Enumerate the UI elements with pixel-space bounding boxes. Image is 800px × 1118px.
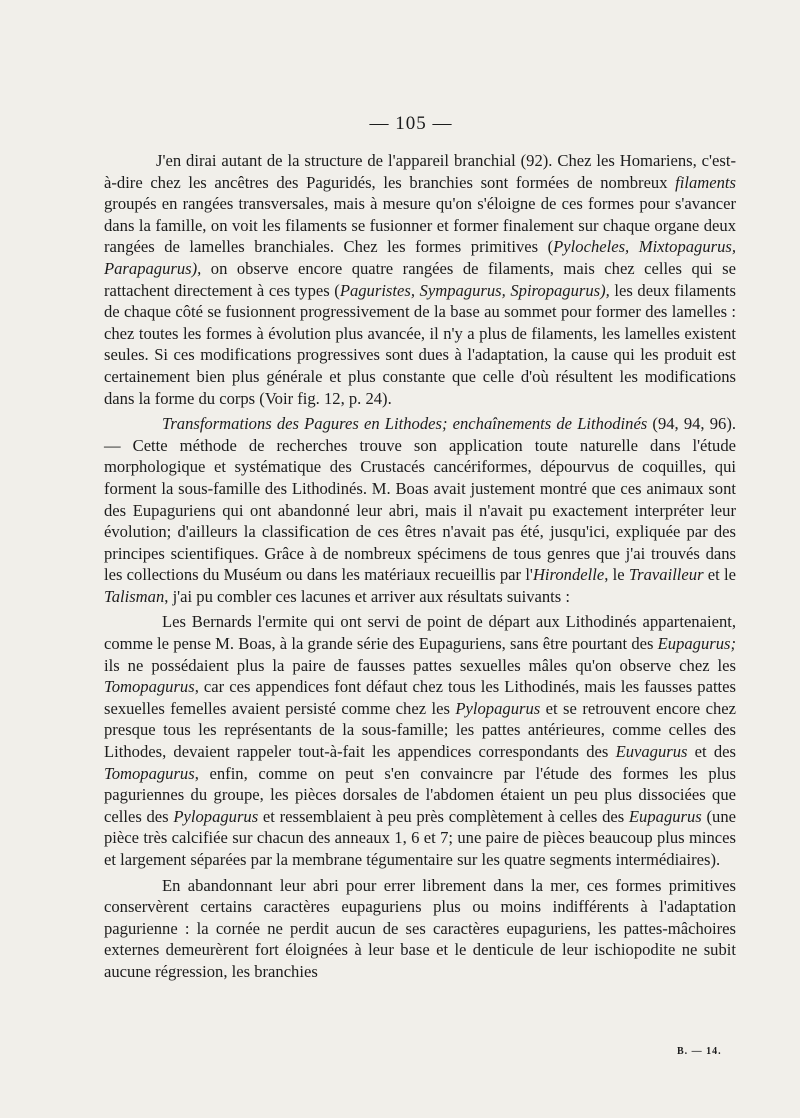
italic-run: Tomopagurus <box>104 763 195 783</box>
text-run: on observe encore quatre rangées de filaments, mais chez celles qui se rattachent directement à ces types ( <box>104 258 736 300</box>
paragraph-abandon <box>104 875 736 983</box>
text-run: ils ne possédaient plus la paire de fausses pattes sexuelles mâles qu'on observe chez les <box>104 655 736 675</box>
text-run: Les Bernards l'ermite qui ont servi de point de départ aux Lithodinés appartenaient, comme le pense M. Boas, à la grande série des Eupaguriens, sans être pourtant des <box>104 612 736 654</box>
paragraph-branchial <box>104 150 736 409</box>
paragraph-bernards <box>104 611 736 870</box>
text-run: et ressemblaient à peu près complètement à celles des <box>258 806 629 826</box>
text-run: les deux filaments de chaque côté se fusionnent progressivement de la base au sommet pour former des lamelles : chez toutes les formes à évolution plus avancée, il n'y a plus de filaments, les lamelles existent seules. Si ces modifications progressives sont dues à l'adaptation, la cause qui les produit est certainement bien plus générale et plus constante que celle d'où résultent les modifications dans la forme du corps (Voir fig. 12, p. 24). <box>104 280 736 408</box>
text-run: En abandonnant leur abri pour errer librement dans la mer, ces formes primitives conservèrent certains caractères eupaguriens plus ou moins indifférents à l'adaptation pagurienne : la cornée ne perdit aucun de ses caractères eupaguriens, les pattes-mâchoires externes demeurèrent fort éloignées à leur base et le denticule de leur ischiopodite ne subit aucune régression, les branchies <box>104 875 736 981</box>
italic-run: Pylopagurus <box>455 698 541 718</box>
text-run: et se retrouvent encore chez presque tous les représentants de la sous-famille; les pattes antérieures, comme celles des Lithodes, devaient rappeler tout-à-fait les appendices correspondants des <box>104 698 736 762</box>
body-text <box>104 150 736 983</box>
signature-mark: B. — 14. <box>677 1046 722 1057</box>
text-run: , enfin, comme on peut s'en convaincre par l'étude des formes les plus paguriennes du groupe, les pièces dorsales de l'abdomen étaient un peu plus dissociées que celles des <box>104 763 736 826</box>
text-run: , j'ai pu combler ces lacunes et arriver aux résultats suivants : <box>164 586 570 606</box>
text-run: et le <box>703 565 737 585</box>
text-run: et des <box>687 742 736 762</box>
italic-run: Talisman <box>104 586 165 606</box>
italic-run: Travailleur <box>628 565 704 585</box>
text-run: groupés en rangées transversales, mais à mesure qu'on s'éloigne de ces formes pour s'avancer dans la famille, on voit les filaments se fusionner et former finalement sur chaque organe deux rangées de lamelles branchiales. Chez les formes primitives ( <box>104 194 736 257</box>
italic-run: Hirondelle <box>532 565 605 585</box>
italic-run: Paguristes, Sympagurus, Spiropagurus), <box>339 280 610 300</box>
text-run: (une pièce très calcifiée sur chacun des anneaux 1, 6 et 7; une paire de pièces beaucoup plus minces et largement séparées par la membrane tégumentaire sur les quatre segments intermédiaires). <box>104 806 736 869</box>
italic-run: Eupagurus; <box>657 634 736 654</box>
page-number: — 105 — <box>369 113 453 134</box>
italic-run: Euvagurus <box>615 742 688 762</box>
italic-run: Transformations des Pagures en Lithodes; enchaînements de Lithodinés <box>162 414 648 434</box>
text-run: , le <box>604 565 629 585</box>
italic-run: Pylocheles, Mixtopagurus, Parapagurus), <box>104 237 736 278</box>
italic-run: filaments <box>675 172 736 192</box>
text-run: (94, 94, 96). — Cette méthode de recherches trouve son application toute naturelle dans l'étude morphologique et systématique des Crustacés cancériformes, dépourvus de coquilles, qui forment la sous-famille des Lithodinés. M. Boas avait justement montré que ces animaux sont des Eupaguriens qui ont abandonné leur abri, mais il n'avait pu exactement interpréter leur évolution; d'ailleurs la classification de ces êtres n'avait pas été, jusqu'ici, expliquée par des principes scientifiques. Grâce à de nombreux spécimens de tous genres que j'ai trouvés dans les collections du Muséum ou dans les matériaux recueillis par l' <box>104 414 737 585</box>
paragraph-transformations <box>104 413 736 607</box>
text-run: , car ces appendices font défaut chez tous les Lithodinés, mais les fausses pattes sexuelles femelles avaient persisté comme chez les <box>104 677 736 718</box>
text-run: J'en dirai autant de la structure de l'appareil branchial (92). Chez les Homariens, c'est-à-dire chez les ancêtres des Paguridés, les branchies sont formées de nombreux <box>104 151 736 192</box>
italic-run: Eupagurus <box>628 806 702 826</box>
italic-run: Tomopagurus <box>104 677 195 697</box>
italic-run: Pylopagurus <box>173 806 259 826</box>
